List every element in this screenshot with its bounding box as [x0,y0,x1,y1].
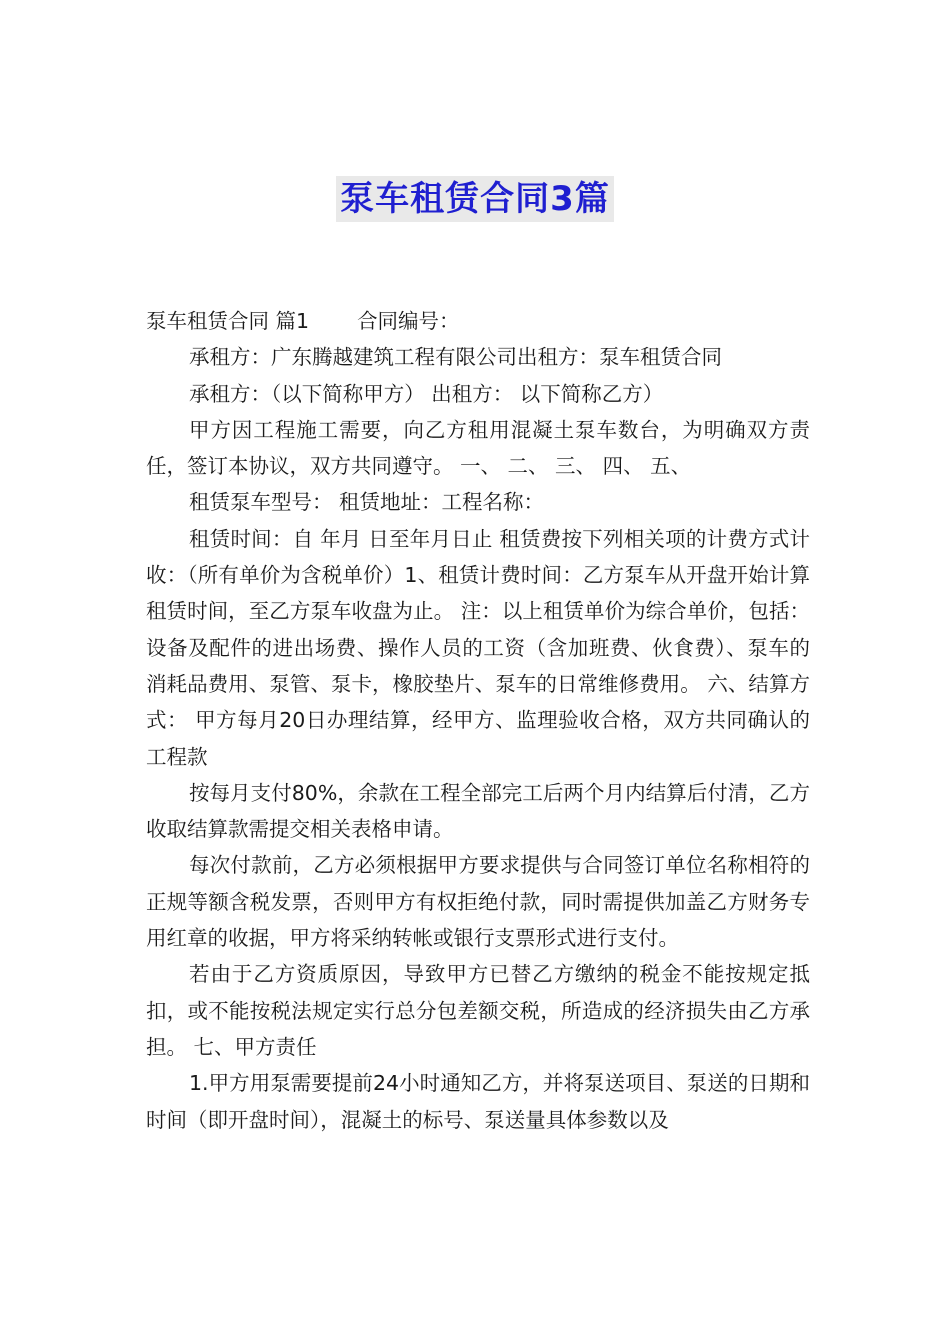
paragraph: 甲方因工程施工需要，向乙方租用混凝土泵车数台，为明确双方责任，签订本协议，双方共同遵守。 一、 二、 三、 四、 五、 [146,417,810,479]
title-container [0,176,950,222]
paragraph: 每次付款前，乙方必须根据甲方要求提供与合同签订单位名称相符的正规等额含税发票，否则甲方有权拒绝付款，同时需提供加盖乙方财务专用红章的收据，甲方将采纳转帐或银行支票形式进行支付。 [146,853,810,951]
paragraph: 按每月支付80%，余款在工程全部完工后两个月内结算后付清，乙方收取结算款需提交相关表格申请。 [146,780,810,842]
paragraph: 1.甲方用泵需要提前24小时通知乙方，并将泵送项目、泵送的日期和时间（即开盘时间），混凝土的标号、泵送量具体参数以及 [146,1071,810,1132]
heading-line [146,303,810,339]
paragraph: 租赁泵车型号： 租赁地址：工程名称： [189,490,545,515]
document-body [146,303,810,1138]
paragraph: 承租方：广东腾越建筑工程有限公司出租方：泵车租赁合同 [189,345,722,370]
contract-number-label: 合同编号： [357,309,460,333]
paragraph: 若由于乙方资质原因，导致甲方已替乙方缴纳的税金不能按规定抵扣，或不能按税法规定实行总分包差额交税，所造成的经济损失由乙方承担。 七、甲方责任 [146,962,810,1059]
paragraph: 租赁时间：自 年月 日至年月日止 租赁费按下列相关项的计费方式计收：（所有单价为含税单价）1、租赁计费时间：乙方泵车从开盘开始计算租赁时间，至乙方泵车收盘为止。 注：以上租赁单价为综合单价，包括：设备及配件的进出场费、操作人员的工资（含加班费、伙食费）、泵车的消耗品费用、泵管、泵卡，橡胶垫片、泵车的日常维修费用。 六、结算方式： 甲方每月20日办理结算，经甲方、监理验收合格，双方共同确认的工程款 [146,526,810,769]
document-title: 泵车租赁合同3篇 [336,176,614,222]
contract-heading: 泵车租赁合同 篇1 [146,309,310,333]
paragraph: 承租方：（以下简称甲方） 出租方： 以下简称乙方） [189,381,664,406]
